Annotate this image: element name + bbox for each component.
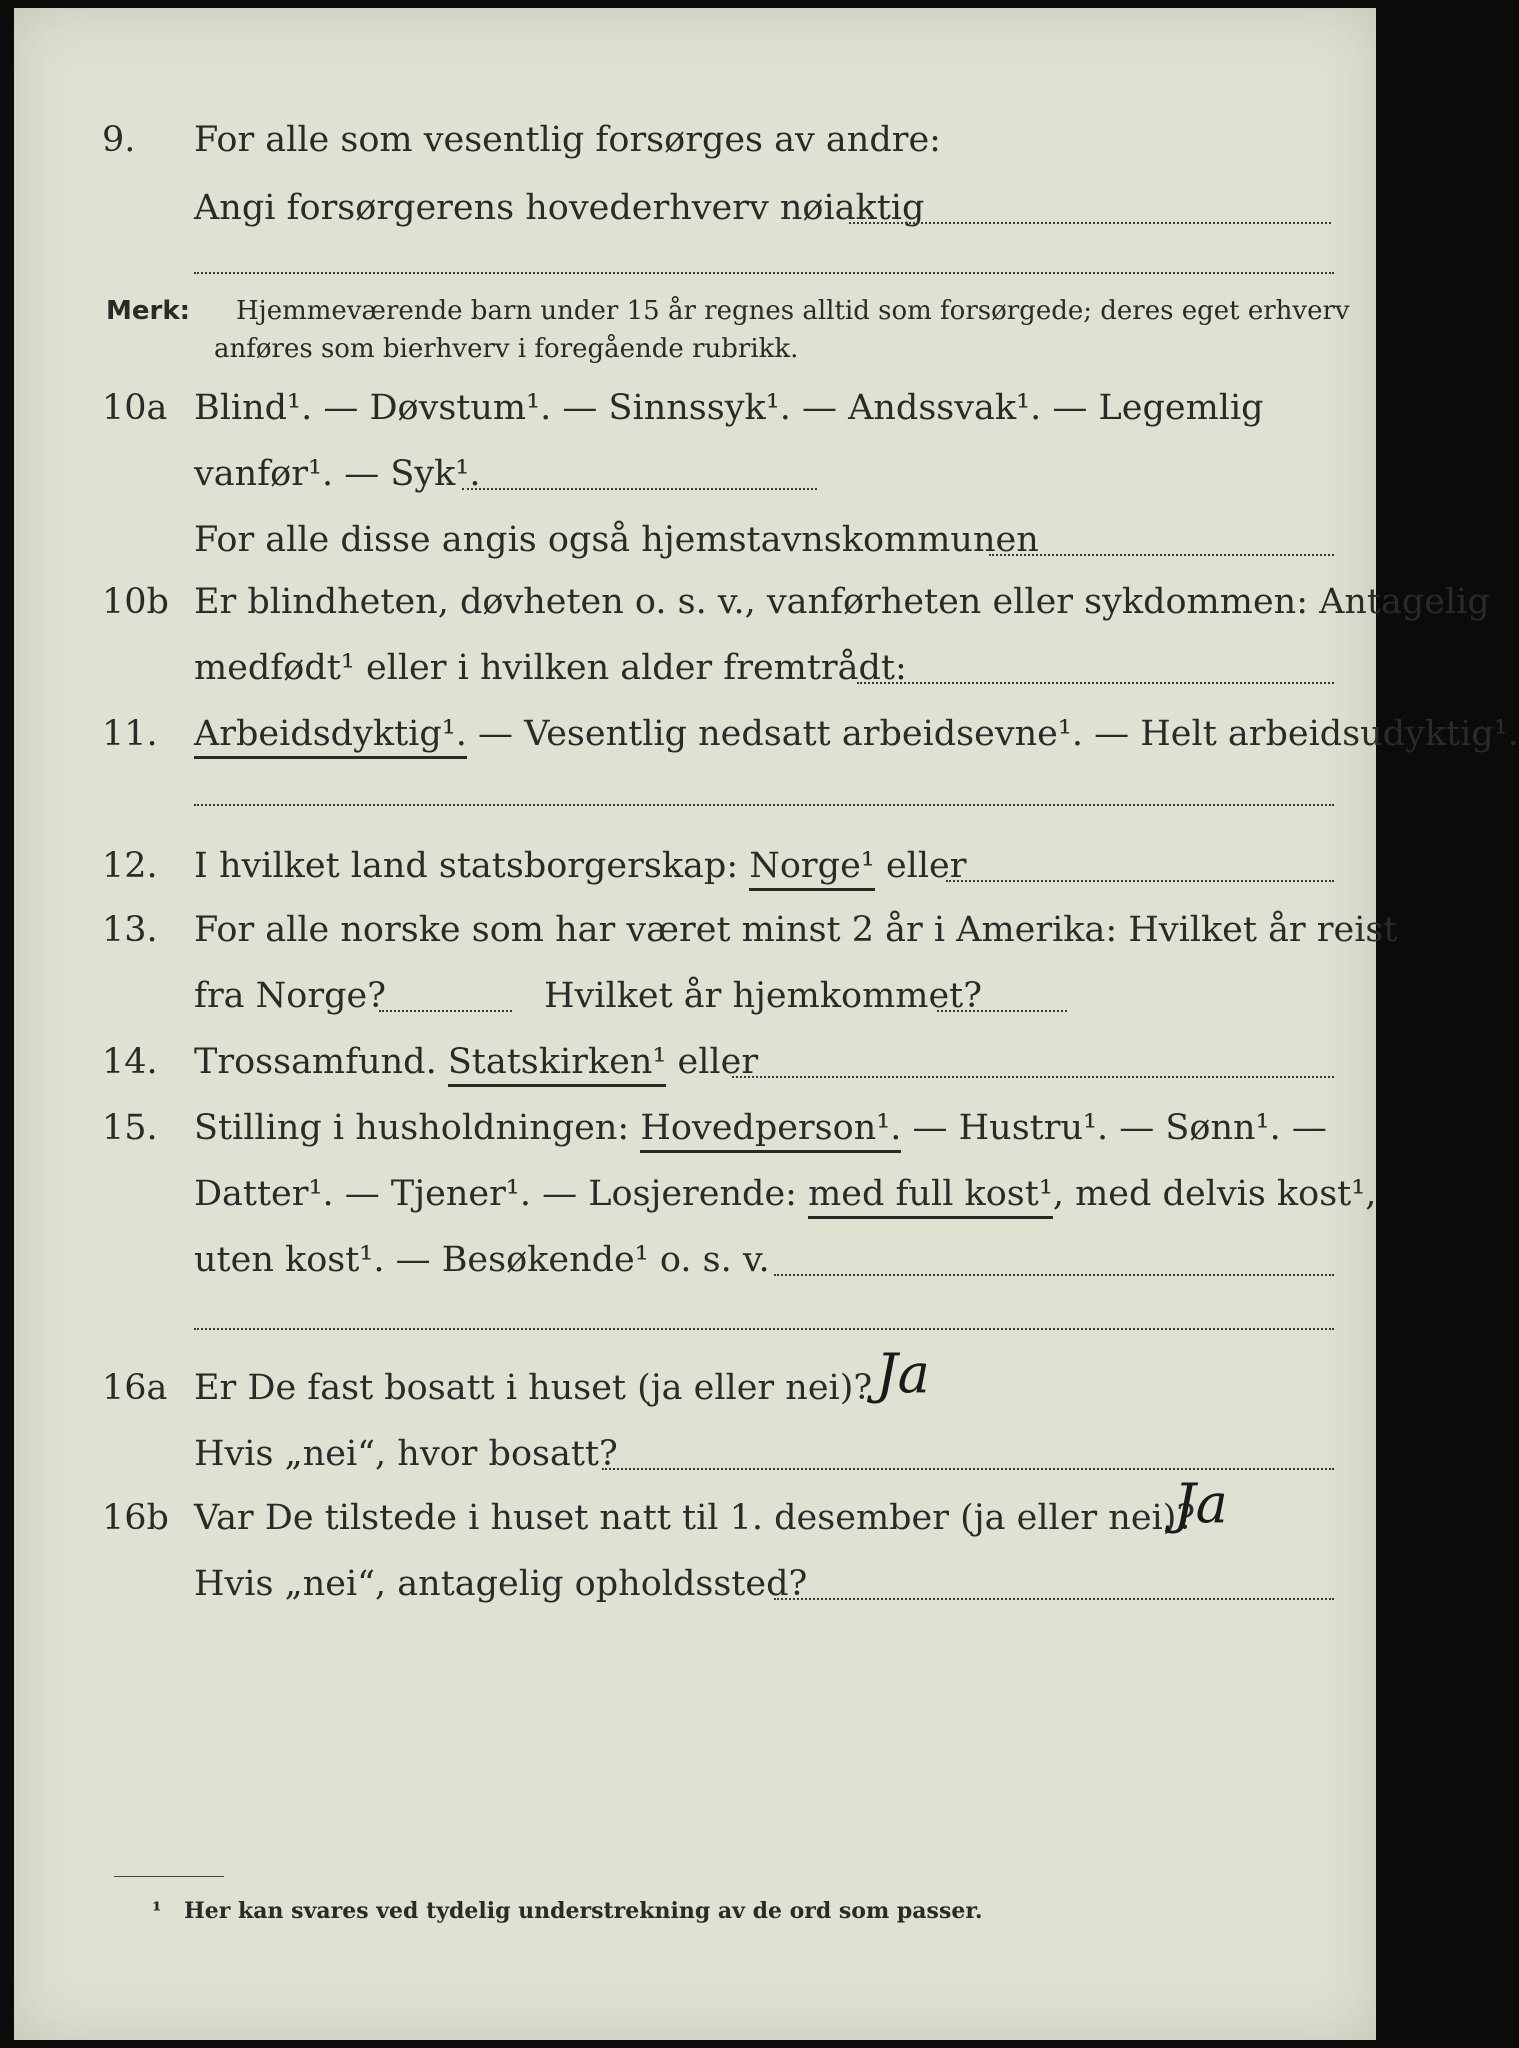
question-text: Var De tilstede i huset natt til 1. desember (ja eller nei)? xyxy=(194,1498,1196,1538)
handwritten-answer: Ja xyxy=(1174,1472,1228,1535)
answer-field-12[interactable] xyxy=(946,880,1334,882)
question-number: 10a xyxy=(102,388,168,428)
question-text: Hvis „nei“, hvor bosatt? xyxy=(194,1434,618,1474)
question-number: 13. xyxy=(102,910,158,950)
underlined-answer: Arbeidsdyktig¹. xyxy=(194,714,467,759)
question-number: 12. xyxy=(102,846,158,886)
question-text: Blind¹. — Døvstum¹. — Sinnssyk¹. — Andssvak¹. — Legemlig xyxy=(194,388,1264,428)
question-text: Er De fast bosatt i huset (ja eller nei)? xyxy=(194,1368,873,1408)
question-text xyxy=(194,1108,1327,1148)
underlined-answer: med full kost¹ xyxy=(808,1174,1053,1219)
question-text: Angi forsørgerens hovederhverv nøiaktig xyxy=(194,188,925,228)
answer-field-hjemkommet[interactable] xyxy=(937,1010,1067,1012)
footnote-mark: ¹ xyxy=(152,1898,162,1924)
question-text: For alle norske som har været minst 2 år i Amerika: Hvilket år reist xyxy=(194,910,1398,950)
question-text-pre: Stilling i husholdningen: xyxy=(194,1108,641,1148)
underlined-answer: Statskirken¹ xyxy=(448,1042,667,1087)
underlined-answer: Hovedperson¹. xyxy=(640,1108,901,1153)
question-number: 16b xyxy=(102,1498,169,1538)
answer-field-reist[interactable] xyxy=(379,1010,512,1012)
note-text-2: anføres som bierhverv i foregående rubrikk. xyxy=(214,334,799,364)
answer-line[interactable] xyxy=(194,1328,1334,1330)
question-text: For alle som vesentlig forsørges av andre: xyxy=(194,120,941,160)
census-form-page xyxy=(14,8,1519,2040)
question-text xyxy=(194,1042,758,1082)
question-text: Hvis „nei“, antagelig opholdssted? xyxy=(194,1564,808,1604)
question-text xyxy=(194,1174,1376,1214)
question-text: Er blindheten, døvheten o. s. v., vanførheten eller sykdommen: Antagelig xyxy=(194,582,1490,622)
question-text: uten kost¹. — Besøkende¹ o. s. v. xyxy=(194,1240,770,1280)
question-text-pre: Trossamfund. xyxy=(194,1042,448,1082)
question-text-rest: — Vesentlig nedsatt arbeidsevne¹. — Helt arbeidsudyktig¹. xyxy=(466,714,1519,754)
note-text-1: Hjemmeværende barn under 15 år regnes alltid som forsørgede; deres eget erhverv xyxy=(236,296,1350,326)
note-label: Merk: xyxy=(106,296,191,326)
question-number: 16a xyxy=(102,1368,168,1408)
answer-line[interactable] xyxy=(194,804,1334,806)
question-text: Hvilket år hjemkommet? xyxy=(544,976,983,1016)
question-text-pre: Datter¹. — Tjener¹. — Losjerende: xyxy=(194,1174,809,1214)
question-text: medfødt¹ eller i hvilken alder fremtrådt: xyxy=(194,648,907,688)
answer-field-16b[interactable] xyxy=(774,1598,1334,1600)
handwritten-answer: Ja xyxy=(876,1342,930,1405)
answer-field-q9[interactable] xyxy=(849,222,1331,224)
question-text xyxy=(194,714,1519,754)
question-text-pre: I hvilket land statsborgerskap: xyxy=(194,846,750,886)
question-text-post: eller xyxy=(874,846,967,886)
answer-field-hjemstavn[interactable] xyxy=(989,554,1334,556)
question-text: fra Norge? xyxy=(194,976,386,1016)
question-text: For alle disse angis også hjemstavnskommunen xyxy=(194,520,1039,560)
question-number: 10b xyxy=(102,582,169,622)
answer-field-14[interactable] xyxy=(732,1076,1334,1078)
question-text: vanfør¹. — Syk¹. xyxy=(194,454,481,494)
answer-field-16a[interactable] xyxy=(602,1468,1334,1470)
footnote-text: Her kan svares ved tydelig understrekning av de ord som passer. xyxy=(184,1898,983,1924)
question-number: 11. xyxy=(102,714,158,754)
footnote-divider xyxy=(114,1876,224,1877)
question-text-post: , med delvis kost¹, xyxy=(1052,1174,1377,1214)
answer-field-syk[interactable] xyxy=(462,488,817,490)
answer-field-10b[interactable] xyxy=(857,682,1334,684)
question-number: 15. xyxy=(102,1108,158,1148)
question-number: 9. xyxy=(102,120,136,160)
underlined-answer: Norge¹ xyxy=(749,846,875,891)
answer-field-15[interactable] xyxy=(774,1274,1334,1276)
note xyxy=(106,296,190,326)
question-text-post: — Hustru¹. — Sønn¹. — xyxy=(901,1108,1327,1148)
question-number: 14. xyxy=(102,1042,158,1082)
question-text xyxy=(194,846,966,886)
question-text-post: eller xyxy=(666,1042,759,1082)
answer-line[interactable] xyxy=(194,272,1334,274)
